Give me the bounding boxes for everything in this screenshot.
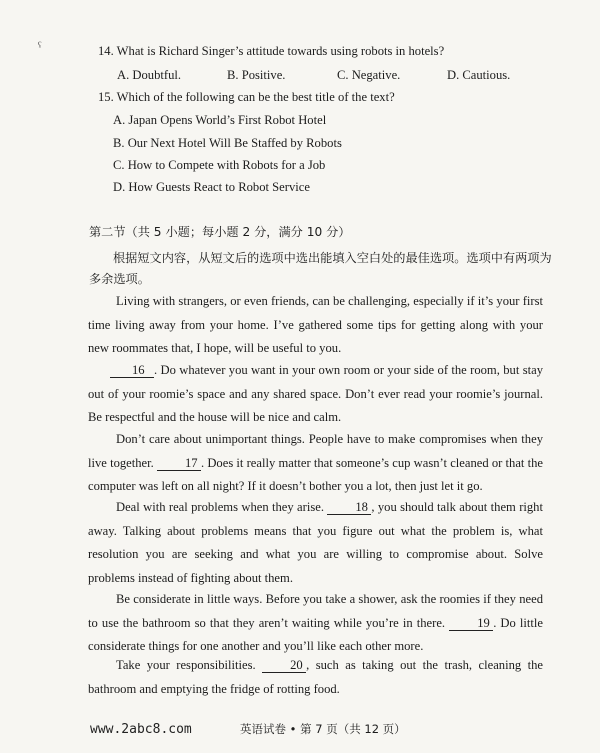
- margin-mark: ˁ: [38, 40, 42, 55]
- q15-option-d: D. How Guests React to Robot Service: [113, 180, 310, 194]
- blank-20: 20: [262, 658, 306, 673]
- q15-option-a: A. Japan Opens World’s First Robot Hotel: [113, 113, 327, 127]
- q15-option-b: B. Our Next Hotel Will Be Staffed by Robots: [113, 136, 342, 150]
- q14-option-c: C. Negative.: [337, 68, 401, 82]
- q14-option-d: D. Cautious.: [447, 68, 511, 82]
- question-14-stem: 14. What is Richard Singer’s attitude towards using robots in hotels?: [98, 44, 445, 58]
- passage-paragraph-4: Deal with real problems when they arise. 18 , you should talk about them right away. Talking about problems means that you figure out what the problem is, what resolution you are seeking and what you are willing to compromise about. Solve problems instead of fighting about them.: [88, 500, 543, 585]
- section-header: 第二节（共 5 小题；每小题 2 分，满分 10 分）: [89, 225, 351, 239]
- section-instruction-line-2: 多余选项。: [89, 272, 150, 286]
- q15-option-c: C. How to Compete with Robots for a Job: [113, 158, 326, 172]
- passage-paragraph-2: 16 . Do whatever you want in your own room or your side of the room, but stay out of your roomie’s space and any shared space. Don’t ever read your roomie’s journal. Be respectful and the house will be nice and calm.: [88, 363, 543, 425]
- blank-16: 16: [110, 363, 154, 378]
- watermark-url: www.2abc8.com: [90, 722, 192, 737]
- blank-19: 19: [449, 616, 493, 631]
- passage-paragraph-1: Living with strangers, or even friends, can be challenging, especially if it’s your first time living away from your home. I’ve gathered some tips for getting along with your new roommates that, I hope, will be useful to you.: [88, 294, 543, 356]
- page-number: 英语试卷 • 第 7 页（共 12 页）: [240, 722, 406, 736]
- section-instruction-line-1: 根据短文内容，从短文后的选项中选出能填入空白处的最佳选项。选项中有两项为: [113, 251, 552, 265]
- passage-paragraph-6: Take your responsibilities. 20 , such as taking out the trash, cleaning the bathroom and emptying the fridge of rotting food.: [88, 658, 544, 696]
- blank-18: 18: [327, 500, 371, 515]
- passage-paragraph-3: Don’t care about unimportant things. People have to make compromises when they live together. 17 . Does it really matter that someone’s cup wasn’t cleaned or that the computer was left on all night? If it doesn’t bother you a lot, then just let it go.: [88, 432, 543, 494]
- passage-paragraph-5: Be considerate in little ways. Before you take a shower, ask the roomies if they need to use the bathroom so that they aren’t waiting while you’re in there. 19 . Do little considerate things for one another and you’ll like each other more.: [88, 592, 544, 654]
- q14-option-a: A. Doubtful.: [117, 68, 182, 82]
- question-15-stem: 15. Which of the following can be the best title of the text?: [98, 90, 395, 104]
- blank-17: 17: [157, 456, 201, 471]
- q14-option-b: B. Positive.: [227, 68, 286, 82]
